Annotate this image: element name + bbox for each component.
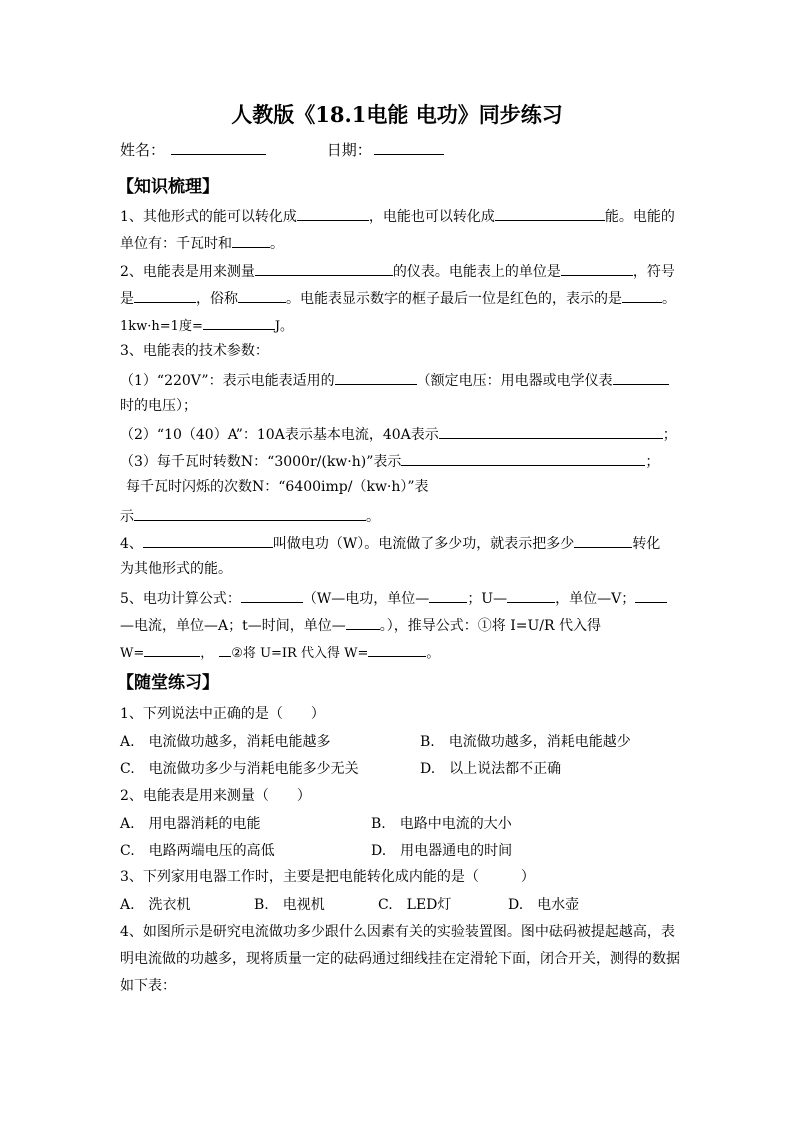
q4-blank-1[interactable] [143, 533, 273, 548]
header-row [120, 140, 444, 159]
practice-q3-option-a[interactable]: A. 洗衣机 [120, 897, 191, 913]
q4-text-a: 4、 [120, 536, 143, 552]
page-title: 人教版《18.1电能 电功》同步练习 [231, 102, 563, 127]
practice-q1-option-a[interactable]: A. 电流做功越多，消耗电能越多 [120, 734, 331, 750]
knowledge-q3-item1-line1 [120, 370, 669, 390]
date-label: 日期： [326, 141, 372, 159]
q3-1-blank-2[interactable] [613, 370, 669, 385]
q5-text-i: ②将 U=IR 代入得 W= [231, 646, 369, 661]
q2-blank-2[interactable] [561, 261, 633, 276]
q3-3-text-b: ； [645, 454, 660, 470]
q2-text-i: J。 [274, 319, 294, 334]
q3-2-blank[interactable] [439, 424, 663, 439]
q2-text-b: 的仪表。电能表上的单位是 [392, 264, 561, 280]
practice-q4-line3: 如下表： [120, 978, 176, 994]
knowledge-q3-item2 [120, 424, 677, 444]
q3-1-text-b: （额定电压：用电器或电学仪表 [416, 373, 613, 389]
knowledge-q2-line2 [120, 288, 676, 308]
q1-blank-2[interactable] [495, 206, 605, 221]
q2-text-c: ，符号 [632, 264, 675, 280]
practice-q1: 1、下列说法中正确的是（ ） [120, 706, 325, 722]
q5-blank-3[interactable] [507, 588, 555, 603]
q2-blank-5[interactable] [622, 288, 662, 303]
practice-q4-line1: 4、如图所示是研究电流做功多少跟什么因素有关的实验装置图。图中砝码被提起越高，表 [120, 924, 675, 940]
practice-q3-option-c[interactable]: C. LED灯 [378, 897, 452, 913]
practice-q2-option-a[interactable]: A. 用电器消耗的电能 [120, 816, 261, 832]
q3-3-blank[interactable] [401, 451, 645, 466]
knowledge-q3-title: 3、电能表的技术参数： [120, 343, 269, 359]
q5-blank-8[interactable] [368, 642, 426, 657]
q2-blank-6[interactable] [203, 315, 275, 330]
q5-blank-1[interactable] [241, 588, 303, 603]
knowledge-q3-item3 [120, 451, 659, 471]
q5-text-a: 5、电功计算公式： [120, 591, 241, 607]
practice-q3: 3、下列家用电器工作时，主要是把电能转化成内能的是（ ） [120, 869, 535, 885]
practice-q4-line2: 明电流做的功越多，现将质量一定的砝码通过细线挂在定滑轮下面，闭合开关，测得的数据 [120, 951, 680, 967]
q3-2-text-b: ； [662, 427, 677, 443]
q2-blank-3[interactable] [134, 288, 196, 303]
q1-text-c: 能。电能的 [604, 209, 675, 225]
q3-2-text-a: （2）“10（40）A”：10A表示基本电流，40A表示 [120, 427, 439, 443]
q5-text-h: ， [200, 646, 214, 661]
practice-q1-option-c[interactable]: C. 电流做功多少与消耗电能多少无关 [120, 761, 359, 777]
practice-q2: 2、电能表是用来测量（ ） [120, 788, 311, 804]
q5-text-g: W= [120, 646, 145, 661]
q4-text-b: 叫做电功（W）。电流做了多少功，就表示把多少 [272, 536, 575, 552]
knowledge-q4-line1 [120, 533, 660, 553]
knowledge-q3-item1-line2: 时的电压）； [120, 398, 197, 414]
knowledge-q5-line3 [120, 642, 439, 663]
q5-text-c: ；U— [467, 591, 508, 607]
q4-text-c: 转化 [632, 536, 661, 552]
q5-blank-7[interactable] [219, 642, 231, 657]
practice-q1-option-b[interactable]: B. 电流做功越多，消耗电能越少 [420, 734, 631, 750]
q2-text-g: 。 [662, 291, 676, 307]
q5-blank-5[interactable] [346, 615, 380, 630]
q5-text-b: （W—电功，单位— [302, 591, 430, 607]
q5-text-j: 。 [426, 646, 440, 661]
q5-blank-4[interactable] [635, 588, 667, 603]
q1-blank-3[interactable] [232, 233, 270, 248]
q3-4-text-b: 示 [120, 509, 134, 525]
knowledge-q1-line1 [120, 206, 675, 226]
practice-q2-option-b[interactable]: B. 电路中电流的大小 [371, 816, 512, 832]
q5-text-d: ，单位—V； [555, 591, 636, 607]
section-knowledge: 【知识梳理】 [117, 177, 219, 197]
q1-text-a: 1、其他形式的能可以转化成 [120, 209, 297, 225]
knowledge-q5-line1 [120, 588, 667, 608]
q5-text-e: —电流，单位—A；t—时间，单位— [120, 618, 346, 634]
q2-text-f: 。电能表显示数字的框子最后一位是红色的，表示的是 [286, 291, 622, 307]
q2-text-a: 2、电能表是用来测量 [120, 264, 255, 280]
q3-1-blank-1[interactable] [335, 370, 417, 385]
practice-q1-option-d[interactable]: D. 以上说法都不正确 [420, 761, 562, 777]
practice-q2-option-d[interactable]: D. 用电器通电的时间 [371, 843, 513, 859]
q3-4-blank[interactable] [134, 506, 366, 521]
practice-q3-option-b[interactable]: B. 电视机 [254, 897, 325, 913]
name-field[interactable] [171, 140, 266, 155]
knowledge-q1-line2 [120, 233, 284, 253]
q2-text-e: ，俗称 [196, 291, 238, 307]
q5-blank-6[interactable] [144, 642, 200, 657]
q5-text-f: 。），推导公式：①将 I=U/R 代入得 [379, 618, 601, 634]
date-field[interactable] [374, 140, 444, 155]
q1-text-b: ，电能也可以转化成 [368, 209, 495, 225]
knowledge-q5-line2 [120, 615, 601, 635]
knowledge-q3-item4-line2 [120, 506, 380, 526]
q2-text-d: 是 [120, 291, 134, 307]
q5-blank-2[interactable] [429, 588, 467, 603]
q3-4-text-c: 。 [366, 509, 380, 525]
practice-q2-option-c[interactable]: C. 电路两端电压的高低 [120, 843, 275, 859]
q2-text-h: 1kw·h=1度= [120, 319, 203, 334]
q1-blank-1[interactable] [297, 206, 369, 221]
q1-text-d: 单位有：千瓦时和 [120, 236, 232, 252]
knowledge-q2-line3 [120, 315, 293, 336]
section-practice: 【随堂练习】 [117, 673, 219, 693]
q1-text-e: 。 [270, 236, 284, 252]
knowledge-q4-line2: 为其他形式的能。 [120, 561, 232, 577]
practice-q3-option-d[interactable]: D. 电水壶 [508, 897, 580, 913]
name-label: 姓名： [120, 141, 166, 159]
q3-3-text-a: （3）每千瓦时转数N：“3000r/(kw·h)”表示 [120, 454, 402, 470]
knowledge-q3-item4-line1: 每千瓦时闪烁的次数N：“6400imp/（kw·h）”表 [126, 479, 429, 495]
q2-blank-1[interactable] [255, 261, 393, 276]
q3-1-text-a: （1）“220V”：表示电能表适用的 [120, 373, 335, 389]
q2-blank-4[interactable] [238, 288, 286, 303]
knowledge-q2-line1 [120, 261, 675, 281]
q4-blank-2[interactable] [574, 533, 632, 548]
